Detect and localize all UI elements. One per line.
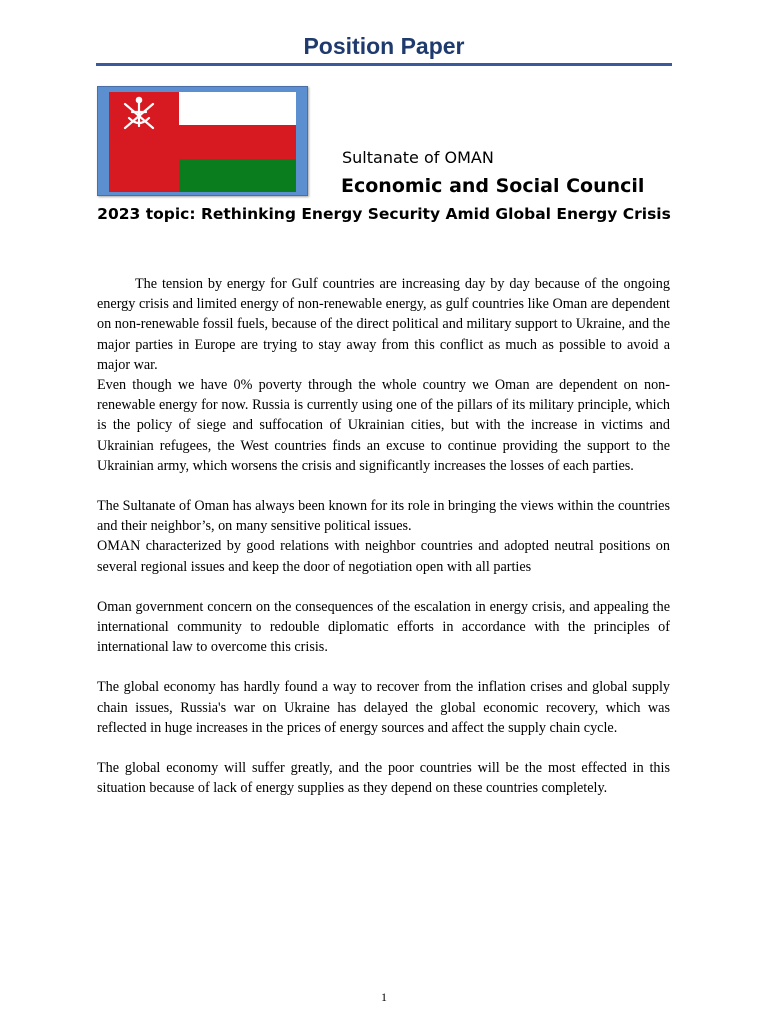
paragraph: The Sultanate of Oman has always been known for its role in bringing the views within the countries and their neighbor’s, on many sensitive political issues. — [97, 498, 670, 535]
paragraph: Oman government concern on the consequences of the escalation in energy crisis, and appealing the international community to redouble diplomatic efforts in accordance with the principles of international law to overcome this crisis. — [97, 598, 670, 656]
paragraph: OMAN characterized by good relations with neighbor countries and adopted neutral positions on several regional issues and keep the door of negotiation open with all parties — [97, 538, 670, 575]
paragraph: The global economy will suffer greatly, and the poor countries will be the most effected in this situation because of lack of energy supplies as they depend on these countries completely. — [97, 760, 670, 797]
oman-flag-icon — [109, 92, 296, 192]
page-number: 1 — [381, 990, 387, 1004]
country-name: Sultanate of OMAN — [342, 148, 494, 167]
document-title: Position Paper — [303, 33, 465, 59]
committee-name: Economic and Social Council — [341, 175, 645, 197]
topic-heading: 2023 topic: Rethinking Energy Security Amid Global Energy Crisis — [97, 205, 671, 223]
flag-red-hoist — [109, 92, 179, 192]
flag-frame — [97, 86, 308, 196]
paragraph: Even though we have 0% poverty through the whole country we Oman are dependent on non-renewable energy for now. Russia is currently using one of the pillars of its military principle, which is the policy of siege and suffocation of Ukrainian cities, but with the increase in victims and Ukrainian refugees, the West countries finds an excuse to continue providing the support to the Ukrainian army, which worsens the crisis and significantly increases the losses of each parties. — [97, 377, 670, 474]
paragraph: The tension by energy for Gulf countries are increasing day by day because of the ongoing energy crisis and limited energy of non-renewable energy, as gulf countries like Oman are dependent on non-renewable fossil fuels, because of the direct political and military support to Ukraine, and the major parties in Europe are trying to stay away from this conflict as much as possible to avoid a major war. — [97, 276, 670, 373]
title-underline — [96, 63, 672, 66]
paragraph: The global economy has hardly found a way to recover from the inflation crises and global supply chain issues, Russia's war on Ukraine has delayed the global economic recovery, which was reflected in huge increases in the prices of energy sources and affect the supply chain cycle. — [97, 679, 670, 736]
paper-body — [97, 274, 670, 798]
